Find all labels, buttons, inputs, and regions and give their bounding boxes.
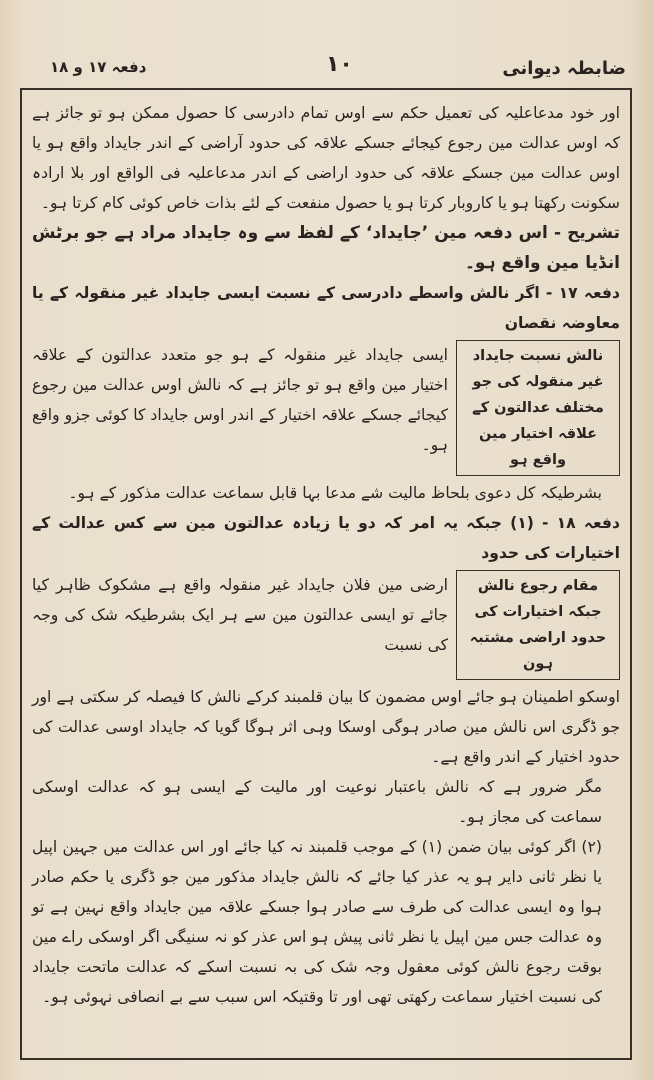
section-18-row xyxy=(32,570,620,680)
section-18-subsection-2: (۲) اگر کوئی بیان ضمن (۱) کے موجب قلمبند نہ کیا جائے اور اس عدالت میں جہین اپیل یا نظر ثانی دایر ہو یہ عذر کیا جائے کہ نالش جایداد مذکور مین جو ڈگری یا حکم صادر ہوا وہ ایسی عدالت کی طرف سے صادر ہوا جسکے علاقہ مین جایداد واقع نہین ہے تو وہ عدالت جس مین اپیل یا نظر ثانی پیش ہو اس عذر کو نہ سنیگی اگر اوسکی راے مین بوقت رجوع نالش کوئی معقول وجہ شک کی بہ نسبت اسکے کہ عدالت ماتحت جایداد کی نسبت اختیار سماعت رکھتی تھی اور تا وقتیکہ اس سبب سے بے انصافی نہوئی ہو۔ xyxy=(32,838,602,1006)
section-17-intro: دفعہ ۱۷ - اگر نالش واسطے دادرسی کے نسبت ایسی جایداد غیر منقولہ کے یا معاوضہ نقصان xyxy=(32,284,620,332)
section-17-body: ایسی جایداد غیر منقولہ کے ہو جو متعدد عدالتون کے علاقہ اختیار مین واقع ہو تو جائز ہے کہ نالش اوس عدالت مین رجوع کیجائے جسکے علاقہ اختیار کے اندر اوس جایداد کا کوئی جزو واقع ہو۔ xyxy=(32,346,448,454)
text-frame xyxy=(20,88,632,1060)
paragraph-intro: اور خود مدعاعلیہ کی تعمیل حکم سے اوس تمام دادرسی کا حصول ممکن ہو تو جائز ہے کہ اوس عدالت مین رجوع کیجائے جسکے علاقہ کی حدود آراضی کے اندر جایداد واقع ہو یا اوس عدالت مین جسکے علاقہ کی حدود اراضی کے اندر مدعاعلیہ فی الواقع اور بلا ارادہ سکونت رکھتا ہو یا کاروبار کرتا ہو یا حصول منفعت کے لئے بذات خاص کوئی کام کرتا ہو۔ xyxy=(32,104,620,212)
section-18-margin-note: مقام رجوع نالش جبکہ اختیارات کی حدود اراضی مشتبہ ہون xyxy=(456,570,620,680)
section-18-continuation: اوسکو اطمینان ہو جائے اوس مضمون کا بیان قلمبند کرکے نالش کا فیصلہ کر سکتی ہے اور جو ڈگری اس نالش مین صادر ہوگی اوسکا وہی اثر ہوگا گویا کہ جایداد اوسی عدالت کی حدود اختیار کے اندر واقع ہے۔ xyxy=(32,688,620,766)
section-reference: دفعہ ۱۷ و ۱۸ xyxy=(50,58,147,76)
section-17-proviso: بشرطیکہ کل دعوی بلحاظ مالیت شے مدعا بہا قابل سماعت عدالت مذکور کے ہو۔ xyxy=(68,484,602,502)
explanation-heading: تشریح - اس دفعہ مین ’جایداد‘ کے لفظ سے وہ جایداد مراد ہے جو برٹش انڈیا مین واقع ہو۔ xyxy=(32,223,620,273)
section-18-body: ارضی مین فلان جایداد غیر منقولہ واقع ہے مشکوک ظاہر کیا جائے تو ایسی عدالتون مین سے ہر ایک بشرطیکہ شک کی وجہ کی نسبت xyxy=(32,576,448,654)
section-18-proviso: مگر ضرور ہے کہ نالش باعتبار نوعیت اور مالیت کے ایسی ہو کہ عدالت اوسکی سماعت کی مجاز ہو۔ xyxy=(32,778,602,826)
section-18-intro: دفعہ ۱۸ - (۱) جبکہ یہ امر کہ دو یا زیادہ عدالتون مین سے کس عدالت کے اختیارات کی حدود xyxy=(32,514,620,562)
book-title: ضابطہ دیوانی xyxy=(502,58,626,79)
section-17-row xyxy=(32,340,620,476)
page-number: ۱۰ xyxy=(326,52,353,77)
section-17-margin-note: نالش نسبت جایداد غیر منقولہ کی جو مختلف عدالتون کے علاقہ اختیار مین واقع ہو xyxy=(456,340,620,476)
